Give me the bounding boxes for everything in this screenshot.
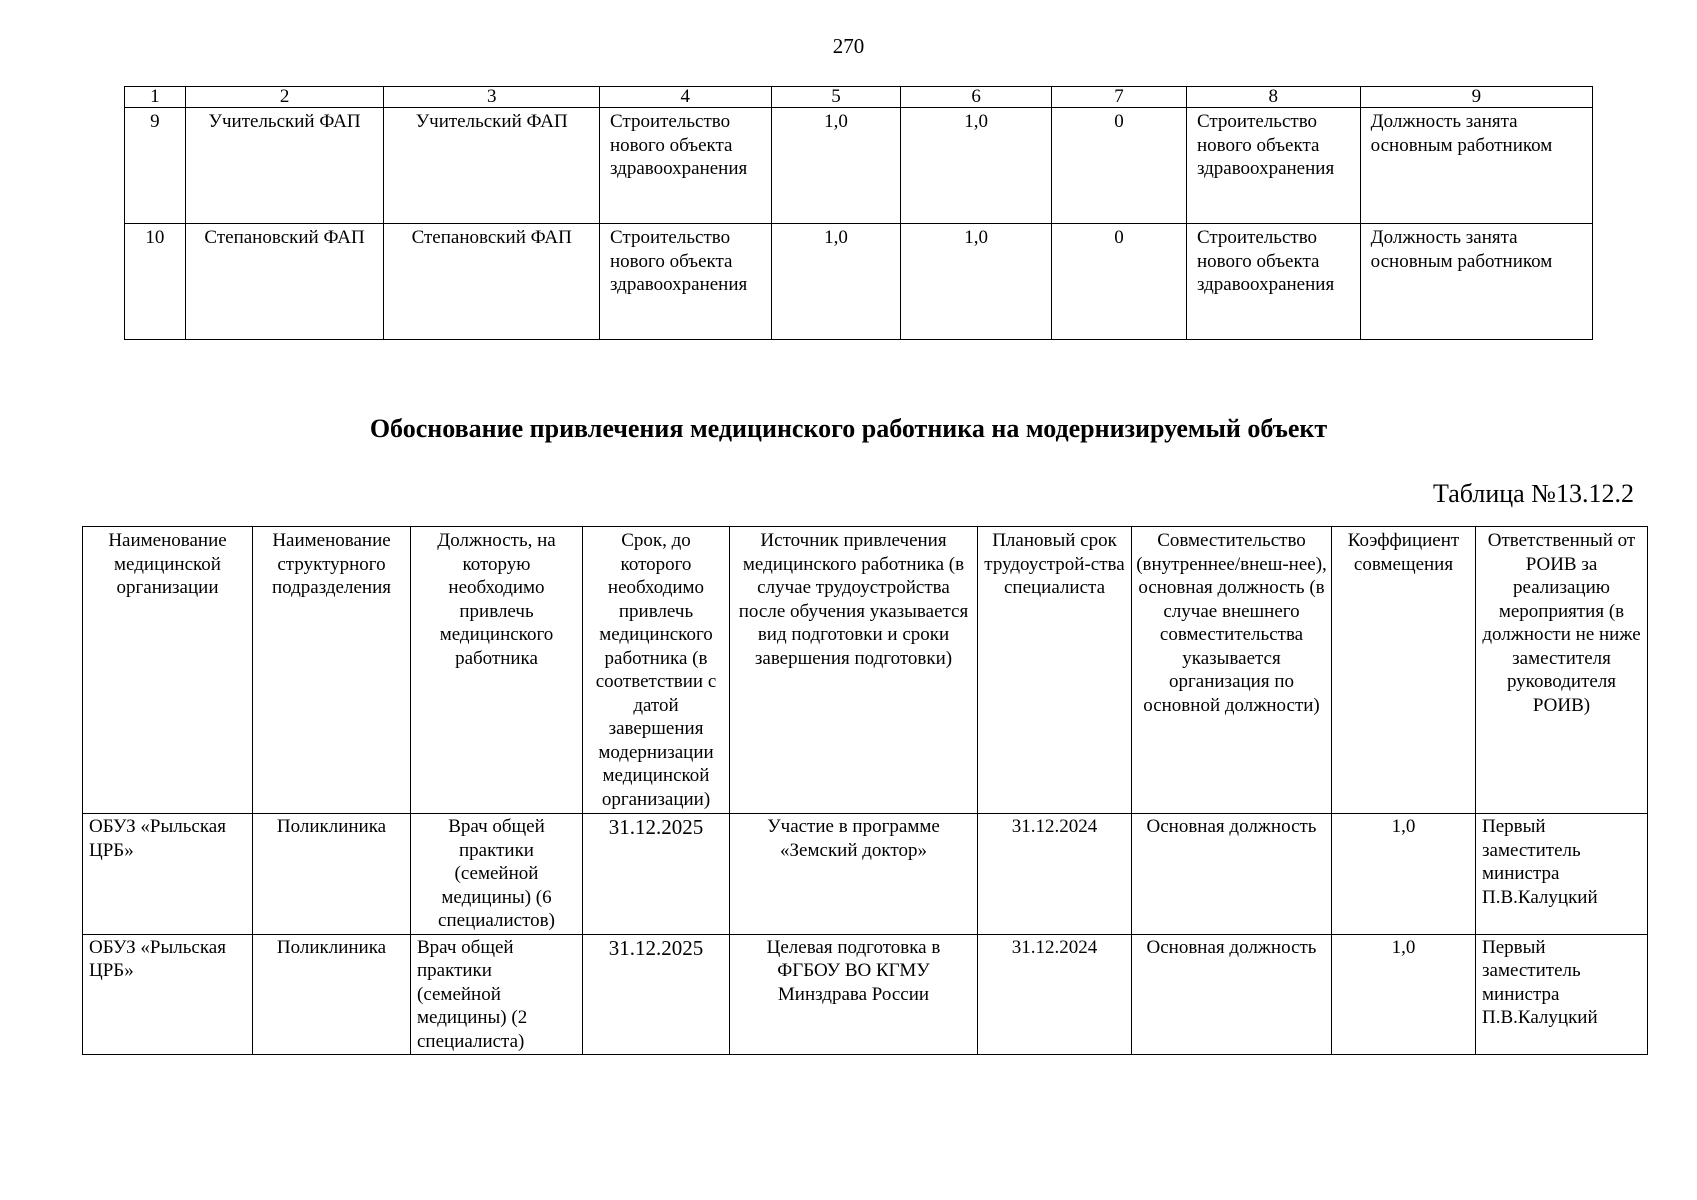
- column-number: 1: [125, 87, 186, 108]
- table-cell: 0: [1051, 108, 1186, 224]
- table-cell: Первый заместитель министра П.В.Калуцкий: [1476, 934, 1648, 1055]
- table-row: [125, 224, 1593, 340]
- table-cell: Основная должность: [1132, 934, 1332, 1055]
- table-caption: Таблица №13.12.2: [1432, 479, 1634, 508]
- column-number: 7: [1051, 87, 1186, 108]
- table-cell: Первый заместитель министра П.В.Калуцкий: [1476, 814, 1648, 935]
- table-cell: Участие в программе «Земский доктор»: [730, 814, 978, 935]
- row-number-cell: 10: [125, 224, 186, 340]
- column-number: 5: [771, 87, 901, 108]
- column-number: 4: [600, 87, 772, 108]
- table-cell: Строительство нового объекта здравоохранения: [1186, 224, 1360, 340]
- table-row: [83, 934, 1648, 1055]
- table-cell: 1,0: [1332, 934, 1476, 1055]
- table-row: [125, 108, 1593, 224]
- table-cell: 31.12.2025: [583, 814, 730, 935]
- column-header: Должность, на которую необходимо привлечь медицинского работника: [411, 527, 583, 814]
- table-cell: 31.12.2024: [978, 934, 1132, 1055]
- table-cell: 1,0: [1332, 814, 1476, 935]
- column-header: Совместительство (внутреннее/внеш-нее), основная должность (в случае внешнего совместительства указывается организация по основной должности): [1132, 527, 1332, 814]
- table-cell: 0: [1051, 224, 1186, 340]
- table-cell: ОБУЗ «Рыльская ЦРБ»: [83, 934, 253, 1055]
- table-cell: Поликлиника: [253, 814, 411, 935]
- table-cell: Целевая подготовка в ФГБОУ ВО КГМУ Минздрава России: [730, 934, 978, 1055]
- column-header: Наименование структурного подразделения: [253, 527, 411, 814]
- column-number: 8: [1186, 87, 1360, 108]
- table-cell: Основная должность: [1132, 814, 1332, 935]
- table-cell: 31.12.2025: [583, 934, 730, 1055]
- section-title: Обоснование привлечения медицинского работника на модернизируемый объект: [369, 414, 1328, 443]
- column-header: Срок, до которого необходимо привлечь медицинского работника (в соответствии с датой завершения модернизации медицинской организации): [583, 527, 730, 814]
- table-cell: Врач общей практики (семейной медицины) (2 специалиста): [411, 934, 583, 1055]
- table-cell: Должность занята основным работником: [1360, 224, 1592, 340]
- column-number: 6: [901, 87, 1052, 108]
- table-cell: Степановский ФАП: [384, 224, 600, 340]
- page-number: 270: [832, 34, 865, 58]
- table-cell: 1,0: [901, 108, 1052, 224]
- column-header: Ответственный от РОИВ за реализацию мероприятия (в должности не ниже заместителя руководителя РОИВ): [1476, 527, 1648, 814]
- table-cell: Поликлиника: [253, 934, 411, 1055]
- table-cell: Учительский ФАП: [384, 108, 600, 224]
- table-cell: Учительский ФАП: [185, 108, 384, 224]
- table-cell: 31.12.2024: [978, 814, 1132, 935]
- table-cell: Строительство нового объекта здравоохранения: [1186, 108, 1360, 224]
- table-cell: 1,0: [771, 224, 901, 340]
- table-cell: 1,0: [901, 224, 1052, 340]
- table-cell: Строительство нового объекта здравоохранения: [600, 224, 772, 340]
- continuation-table: [124, 86, 1593, 340]
- column-header: Источник привлечения медицинского работника (в случае трудоустройства после обучения указывается вид подготовки и сроки завершения подготовки): [730, 527, 978, 814]
- table-cell: ОБУЗ «Рыльская ЦРБ»: [83, 814, 253, 935]
- column-header: Наименование медицинской организации: [83, 527, 253, 814]
- staffing-justification-table: [82, 526, 1648, 1055]
- column-number: 9: [1360, 87, 1592, 108]
- row-number-cell: 9: [125, 108, 186, 224]
- column-header: Коэффициент совмещения: [1332, 527, 1476, 814]
- column-header: Плановый срок трудоустрой-ства специалиста: [978, 527, 1132, 814]
- table-cell: Строительство нового объекта здравоохранения: [600, 108, 772, 224]
- table-cell: Должность занята основным работником: [1360, 108, 1592, 224]
- table-cell: Врач общей практики (семейной медицины) (6 специалистов): [411, 814, 583, 935]
- table-cell: Степановский ФАП: [185, 224, 384, 340]
- column-number: 3: [384, 87, 600, 108]
- column-number-row: [125, 87, 1593, 108]
- column-number: 2: [185, 87, 384, 108]
- table-cell: 1,0: [771, 108, 901, 224]
- header-row: [83, 527, 1648, 814]
- table-row: [83, 814, 1648, 935]
